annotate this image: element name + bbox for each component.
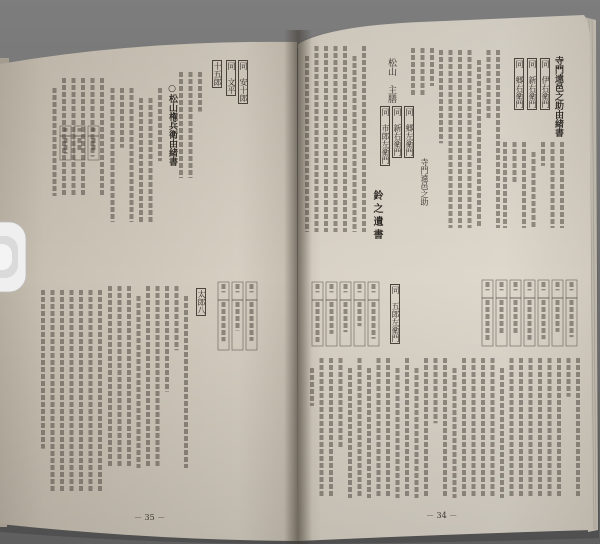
family-entry: 太郎八 <box>197 290 206 314</box>
family-entry: 同 郷左衛門 <box>405 108 414 156</box>
left-page-heading: ○松山権兵衛由緒書 <box>167 84 177 166</box>
page-number: － 35 － <box>134 513 166 522</box>
family-entry: 同 市郎左衛門 <box>381 108 390 164</box>
family-entry: 十五郎 <box>213 62 222 86</box>
family-entry: 同 新右衛門 <box>528 60 537 108</box>
binder-clip <box>0 222 26 292</box>
family-entry: 同 伊右衛門 <box>541 60 550 108</box>
right-page-heading: 寺門遠邑之助由緒書 <box>553 56 563 137</box>
family-entry: 同 安十郎 <box>239 62 248 102</box>
section-title: 鈴之遺書 <box>371 190 382 242</box>
family-entry: 同 五郎左衛門 <box>391 286 400 342</box>
author-name: 寺門遠邑之助 <box>420 158 429 206</box>
family-entry: 同 郷右衛門 <box>515 60 524 108</box>
lord-name: 松山 主膳 <box>386 58 396 103</box>
page-number: － 34 － <box>426 511 458 520</box>
family-entry: 同 文平 <box>227 62 236 94</box>
family-entry: 同 新右衛門 <box>393 108 402 156</box>
